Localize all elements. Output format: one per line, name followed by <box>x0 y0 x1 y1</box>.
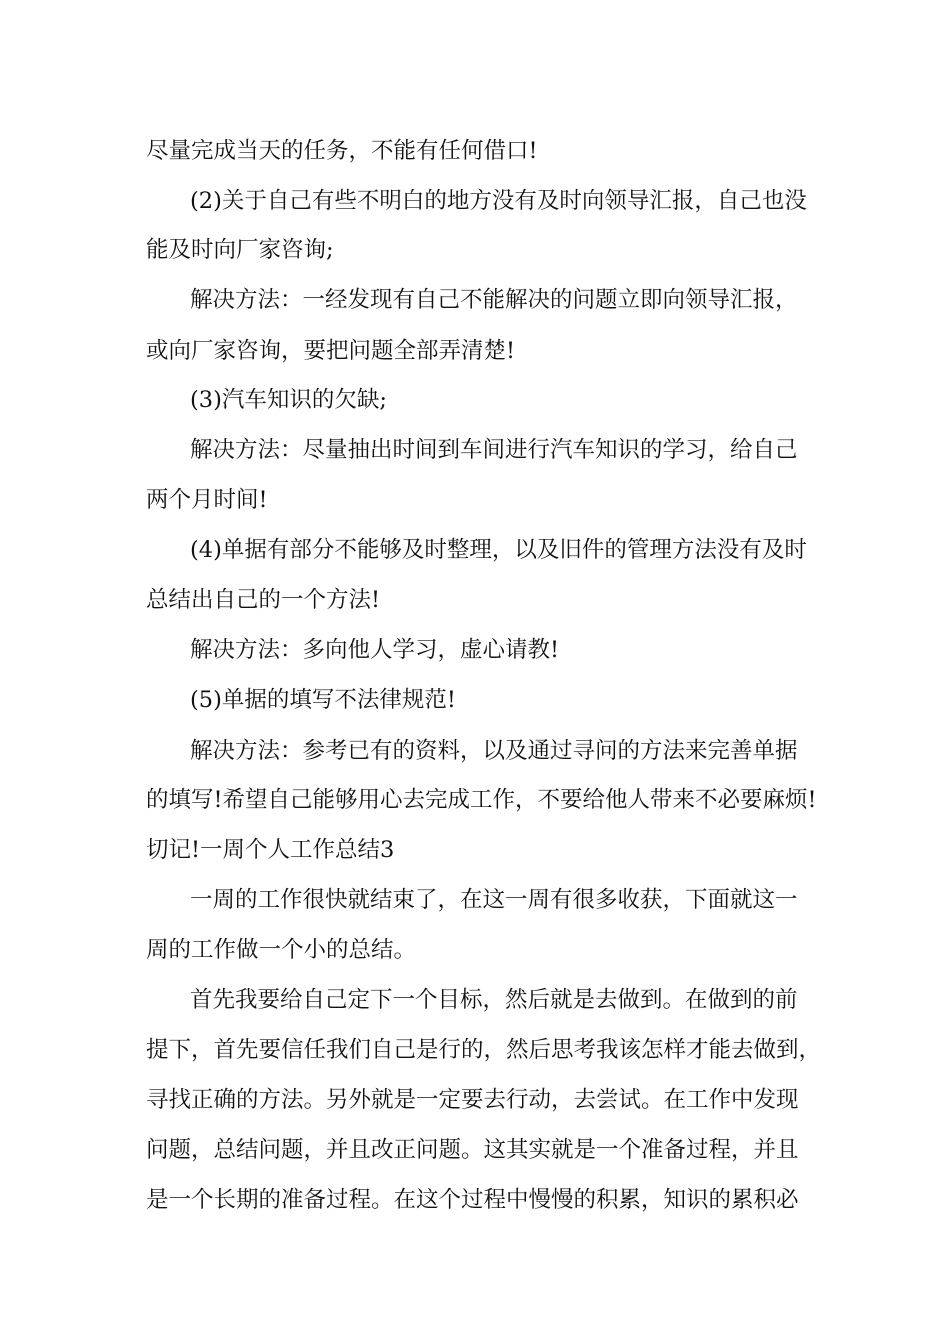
text-line: 解决方法：尽量抽出时间到车间进行汽车知识的学习，给自己 <box>190 437 798 463</box>
text-line: 是一个长期的准备过程。在这个过程中慢慢的积累，知识的累积必 <box>146 1187 799 1213</box>
text-line: 一周的工作很快就结束了，在这一周有很多收获，下面就这一 <box>190 887 798 913</box>
text-line: 提下，首先要信任我们自己是行的，然后思考我该怎样才能去做到， <box>146 1037 822 1063</box>
section-heading: 切记!一周个人工作总结3 <box>146 837 395 863</box>
text-line: 的填写!希望自己能够用心去完成工作，不要给他人带来不必要麻烦! <box>146 787 817 813</box>
text-line: 尽量完成当天的任务，不能有任何借口! <box>146 138 538 164</box>
text-line: 周的工作做一个小的总结。 <box>146 937 417 963</box>
text-line: 两个月时间! <box>146 487 268 513</box>
text-line: 或向厂家咨询，要把问题全部弄清楚! <box>146 338 516 364</box>
text-line: 能及时向厂家咨询; <box>146 237 334 263</box>
text-line: 首先我要给自己定下一个目标，然后就是去做到。在做到的前 <box>190 987 798 1013</box>
text-line: (5)单据的填写不法律规范! <box>190 687 456 713</box>
text-line: (4)单据有部分不能够及时整理，以及旧件的管理方法没有及时 <box>190 537 807 563</box>
text-line: (2)关于自己有些不明白的地方没有及时向领导汇报，自己也没 <box>190 188 807 214</box>
text-line: 总结出自己的一个方法! <box>146 587 381 613</box>
text-line: 解决方法：参考已有的资料，以及通过寻问的方法来完善单据 <box>190 738 798 764</box>
text-line: (3)汽车知识的欠缺; <box>190 387 387 413</box>
text-line: 解决方法：一经发现有自己不能解决的问题立即向领导汇报， <box>190 287 798 313</box>
text-line: 问题，总结问题，并且改正问题。这其实就是一个准备过程，并且 <box>146 1137 799 1163</box>
text-line: 解决方法：多向他人学习，虚心请教! <box>190 637 560 663</box>
text-line: 寻找正确的方法。另外就是一定要去行动，去尝试。在工作中发现 <box>146 1087 799 1113</box>
